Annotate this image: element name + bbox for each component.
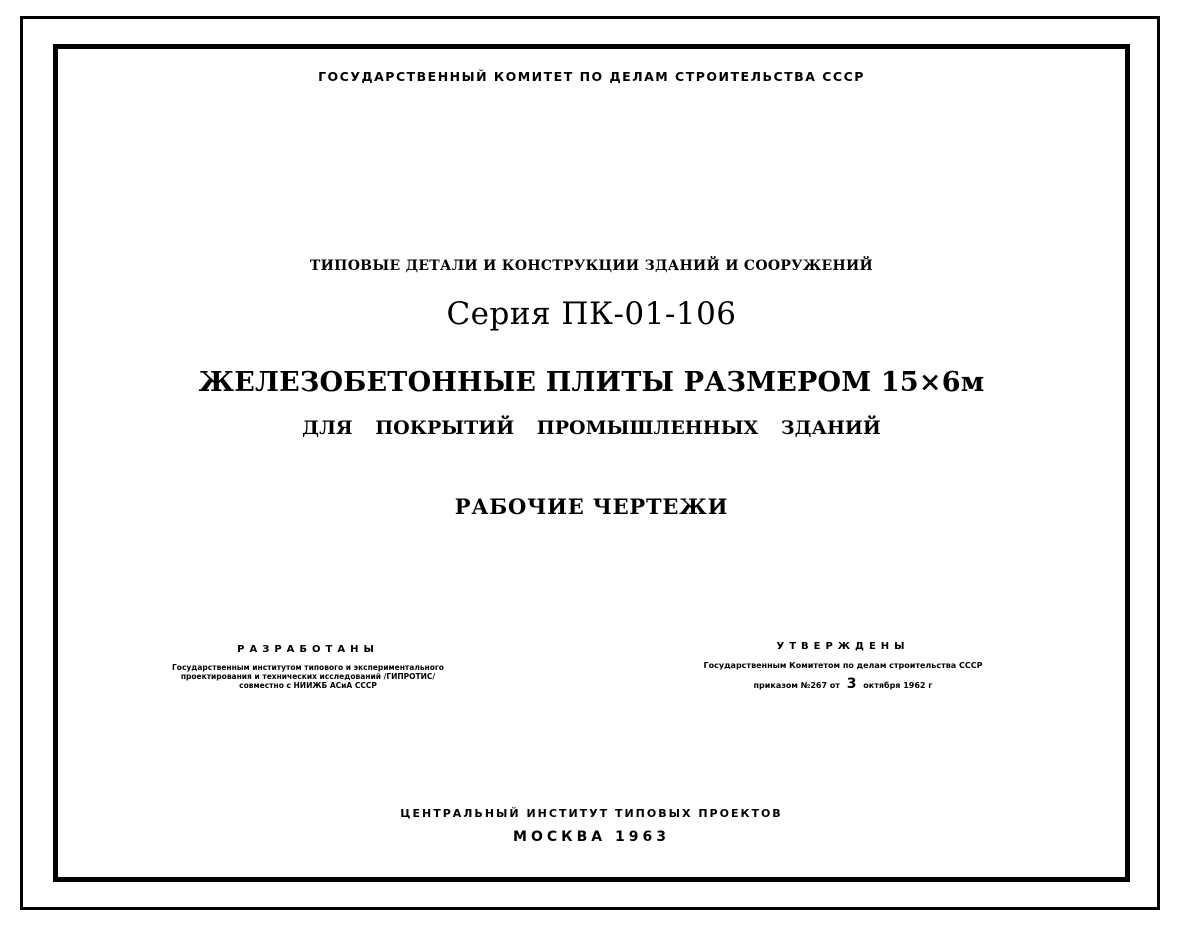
approved-line: Государственным Комитетом по делам строительства СССР bbox=[703, 661, 983, 670]
collection-title: ТИПОВЫЕ ДЕТАЛИ И КОНСТРУКЦИИ ЗДАНИЙ И СООРУЖЕНИЙ bbox=[309, 258, 874, 274]
main-title: ЖЕЛЕЗОБЕТОННЫЕ ПЛИТЫ РАЗМЕРОМ 15×6м bbox=[198, 367, 985, 398]
subtitle: ДЛЯ ПОКРЫТИЙ ПРОМЫШЛЕННЫХ ЗДАНИЙ bbox=[302, 417, 881, 439]
approved-heading: УТВЕРЖДЕНЫ bbox=[776, 641, 910, 652]
approved-by-block bbox=[648, 641, 1038, 699]
order-day: 3 bbox=[846, 676, 857, 692]
order-suffix: октября 1962 г bbox=[863, 681, 933, 690]
order-prefix: приказом №267 от bbox=[753, 681, 840, 690]
publisher-institute: ЦЕНТРАЛЬНЫЙ ИНСТИТУТ ТИПОВЫХ ПРОЕКТОВ bbox=[400, 807, 783, 820]
developed-by-block bbox=[158, 644, 458, 690]
developed-heading: РАЗРАБОТАНЫ bbox=[237, 644, 379, 655]
title-page-frame bbox=[53, 44, 1130, 882]
ministry-heading: ГОСУДАРСТВЕННЫЙ КОМИТЕТ ПО ДЕЛАМ СТРОИТЕЛЬСТВА СССР bbox=[318, 69, 865, 84]
developed-line: проектирования и технических исследований /ГИПРОТИС/ bbox=[180, 672, 436, 681]
approval-order-line bbox=[648, 676, 1038, 692]
document-type: РАБОЧИЕ ЧЕРТЕЖИ bbox=[454, 494, 729, 519]
developed-line: совместно с НИИЖБ АСиА СССР bbox=[239, 681, 377, 690]
publisher-city-year: МОСКВА 1963 bbox=[513, 829, 670, 845]
series-number: Серия ПК-01-106 bbox=[446, 296, 737, 332]
developed-line: Государственным институтом типового и экспериментального bbox=[172, 663, 444, 672]
